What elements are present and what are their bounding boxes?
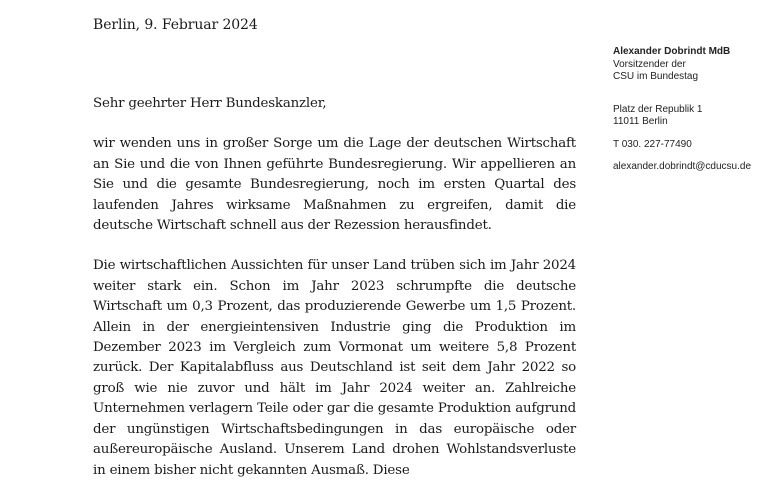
salutation: Sehr geehrter Herr Bundeskanzler, <box>93 96 327 111</box>
sender-name: Alexander Dobrindt MdB <box>613 46 731 57</box>
paragraph-1: wir wenden uns in großer Sorge um die Lage der deutschen Wirtschaft an Sie und die von Ihnen geführte Bundesregierung. Wir appellieren an Sie und die gesamte Bundesregierung, noch im ersten Quartal des laufenden Jahres wirksame Maßnahmen zu ergreifen, damit die deutsche Wirtschaft schnell aus der Rezession herausfindet. <box>93 136 576 234</box>
paragraph-2: Die wirtschaftlichen Aussichten für unser Land trüben sich im Jahr 2024 weiter stark ein. Schon im Jahr 2023 schrumpfte die deutsche Wirtschaft um 0,3 Prozent, das produzierende Gewerbe um 1,5 Prozent. Allein in der energieintensiven Industrie ging die Produktion im Dezember 2023 im Vergleich zum Vormonat um weitere 5,8 Prozent zurück. Der Kapitalabfluss aus Deutschland ist seit dem Jahr 2022 so groß wie nie zuvor und hält im Jahr 2024 weiter an. Zahlreiche Unternehmen verlagern Teile oder gar die gesamte Produktion aufgrund der ungünstigen Wirtschaftsbedingungen in das europäische oder außereuropäische Ausland. Unserem Land drohen Wohlstandsverluste in einem bisher nicht gekannten Ausmaß. Diese <box>93 258 576 478</box>
sender-title-line1: Vorsitzender der <box>613 58 686 70</box>
sender-info <box>613 46 778 174</box>
sender-phone: T 030. 227-77490 <box>613 138 692 150</box>
letter-date: Berlin, 9. Februar 2024 <box>93 17 258 33</box>
sender-email: alexander.dobrindt@cducsu.de <box>613 161 752 172</box>
letter-body <box>93 94 576 501</box>
sender-street: Platz der Republik 1 <box>613 103 703 115</box>
sender-title-line2: CSU im Bundestag <box>613 71 699 82</box>
sender-city: 11011 Berlin <box>613 116 668 127</box>
